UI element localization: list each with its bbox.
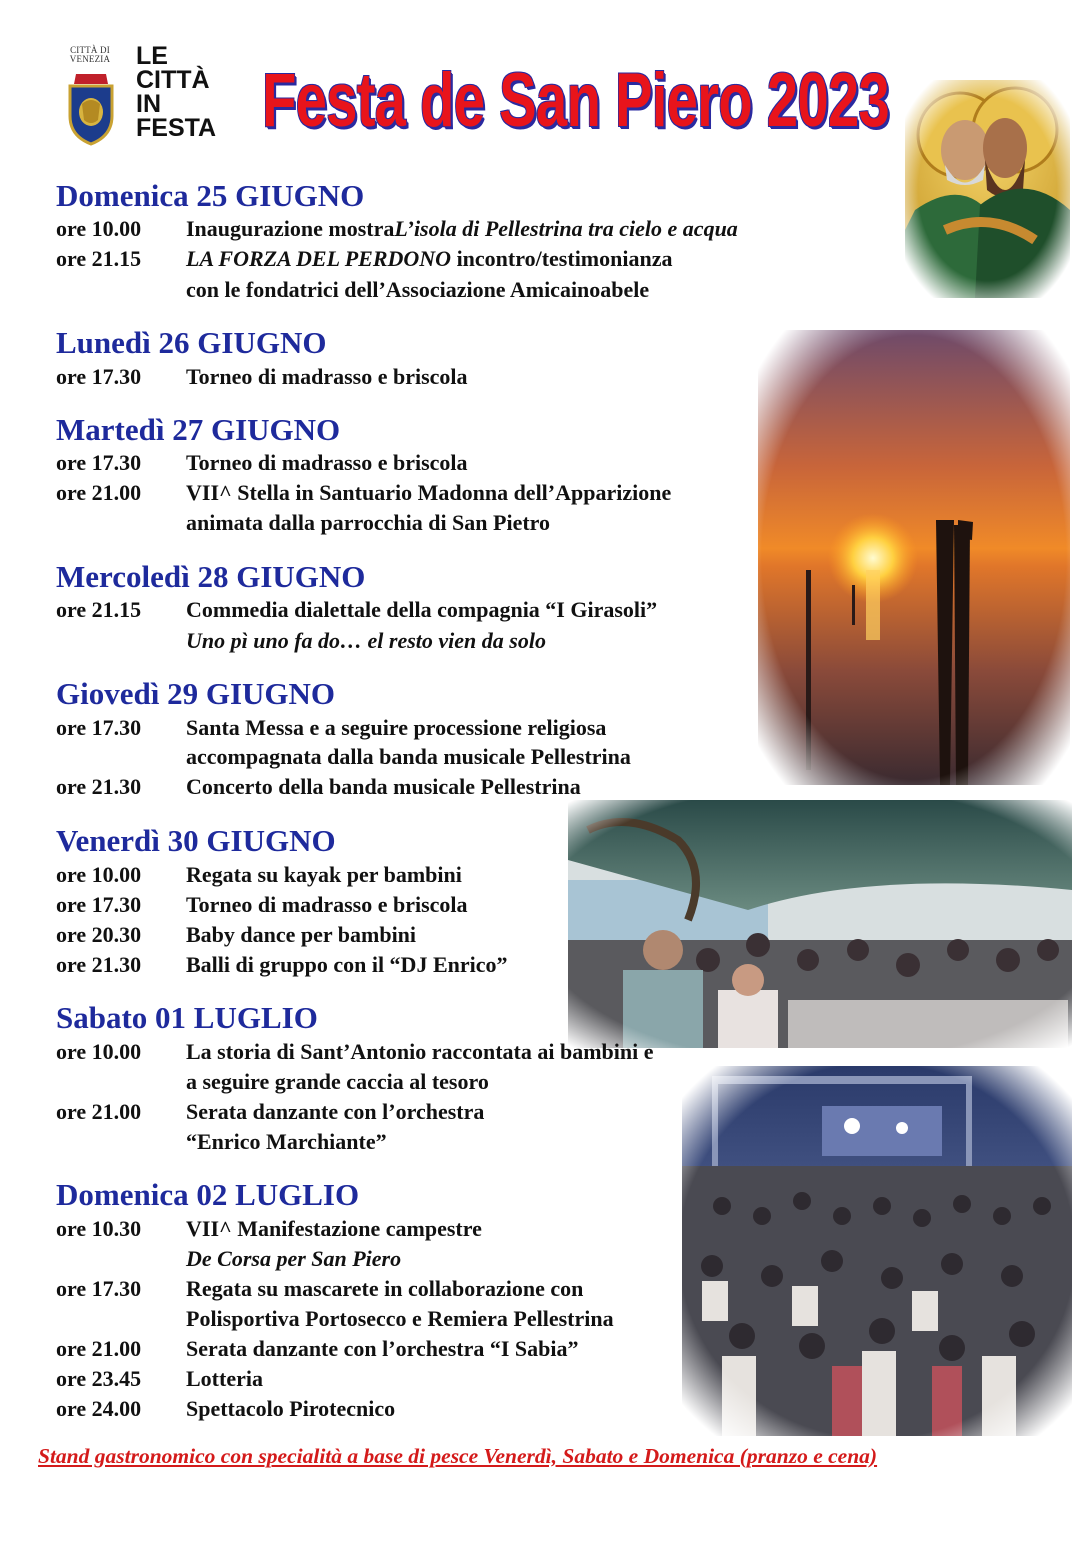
day-heading-martedi-27: Martedì 27 GIUGNO (56, 412, 341, 447)
day-heading-lunedi-26: Lunedì 26 GIUGNO (56, 325, 327, 360)
event-row (56, 450, 468, 476)
brand-line-3: IN (136, 90, 161, 118)
event-text: VII^ Stella in Santuario Madonna dell’Apparizione (186, 480, 672, 505)
event-continuation: Polisportiva Portosecco e Remiera Pellestrina (186, 1306, 614, 1331)
lagoon-sunset-photo (758, 330, 1070, 785)
event-time: ore 17.30 (56, 364, 142, 389)
event-continuation-italic: Uno pì uno fa do… el resto vien da solo (186, 628, 546, 653)
event-row (56, 862, 462, 888)
event-time: ore 21.30 (56, 774, 142, 799)
event-time: ore 21.00 (56, 1336, 142, 1361)
event-text: Baby dance per bambini (186, 922, 417, 947)
event-row (56, 216, 738, 242)
page-title: Festa de San Piero 2023 (262, 58, 889, 143)
event-italic-title: L’isola di Pellestrina tra cielo e acqua (394, 216, 738, 241)
venezia-coat-of-arms-icon (64, 70, 118, 146)
event-time: ore 17.30 (56, 1276, 142, 1301)
event-row (56, 922, 416, 948)
event-text: Torneo di madrasso e briscola (186, 364, 468, 389)
event-row (56, 1039, 654, 1065)
event-text: Commedia dialettale della compagnia “I Girasoli” (186, 597, 658, 622)
event-row (56, 1366, 263, 1392)
event-time: ore 17.30 (56, 450, 142, 475)
event-time: ore 21.15 (56, 246, 142, 271)
event-continuation: a seguire grande caccia al tesoro (186, 1069, 489, 1094)
event-text: incontro/testimonianza (451, 246, 673, 271)
event-time: ore 10.00 (56, 216, 142, 241)
city-logo-text (62, 46, 118, 64)
city-logo-label: CITTÀ DI VENEZIA (69, 45, 111, 64)
event-text: Balli di gruppo con il “DJ Enrico” (186, 952, 508, 977)
event-text: La storia di Sant’Antonio raccontata ai bambini e (186, 1039, 654, 1064)
event-text: Serata danzante con l’orchestra “I Sabia” (186, 1336, 579, 1361)
brand-line-2: CITTÀ (136, 66, 210, 94)
day-heading-mercoledi-28: Mercoledì 28 GIUGNO (56, 559, 366, 594)
saints-peter-and-paul-icon-image (905, 80, 1070, 298)
event-time: ore 21.15 (56, 597, 142, 622)
event-continuation: accompagnata dalla banda musicale Pellestrina (186, 744, 631, 769)
event-text: Concerto della banda musicale Pellestrina (186, 774, 581, 799)
event-row (56, 597, 657, 623)
event-text: Torneo di madrasso e briscola (186, 450, 468, 475)
event-row (56, 1276, 583, 1302)
event-row (56, 774, 581, 800)
event-time: ore 20.30 (56, 922, 142, 947)
event-row (56, 1099, 484, 1125)
event-continuation: animata dalla parrocchia di San Pietro (186, 510, 551, 535)
event-text: Torneo di madrasso e briscola (186, 892, 468, 917)
event-row (56, 246, 672, 272)
day-heading-venerdi-30: Venerdì 30 GIUGNO (56, 823, 336, 858)
event-row (56, 1336, 579, 1362)
event-row (56, 480, 671, 506)
event-text: Serata danzante con l’orchestra (186, 1099, 485, 1124)
dance-floor-crowd-photo (682, 1066, 1072, 1436)
event-continuation: “Enrico Marchiante” (186, 1129, 387, 1154)
event-row (56, 1396, 395, 1422)
brand-line-1: LE (136, 42, 168, 70)
event-text: Santa Messa e a seguire processione religiosa (186, 715, 607, 740)
day-heading-sabato-01: Sabato 01 LUGLIO (56, 1000, 318, 1035)
event-italic-title: LA FORZA DEL PERDONO (186, 246, 452, 271)
event-row (56, 1216, 482, 1242)
brand-line-4: FESTA (136, 114, 217, 142)
event-text: VII^ Manifestazione campestre (186, 1216, 482, 1241)
event-text: Lotteria (186, 1366, 263, 1391)
event-time: ore 21.00 (56, 1099, 142, 1124)
event-time: ore 24.00 (56, 1396, 142, 1421)
event-time: ore 10.00 (56, 862, 142, 887)
day-heading-domenica-02: Domenica 02 LUGLIO (56, 1177, 360, 1212)
event-row (56, 892, 468, 918)
event-continuation: con le fondatrici dell’Associazione Amicainoabele (186, 277, 650, 302)
le-citta-in-festa-logo (136, 44, 216, 140)
event-time: ore 21.30 (56, 952, 142, 977)
event-row (56, 715, 606, 741)
event-text: Regata su kayak per bambini (186, 862, 462, 887)
event-text: Regata su mascarete in collaborazione con (186, 1276, 584, 1301)
event-text: Inaugurazione mostra (186, 216, 395, 241)
event-continuation-italic: De Corsa per San Piero (186, 1246, 402, 1271)
day-heading-giovedi-29: Giovedì 29 GIUGNO (56, 676, 336, 711)
food-stand-notice: Stand gastronomico con specialità a base di pesce Venerdì, Sabato e Domenica (pranzo e cena) (38, 1444, 878, 1468)
event-row (56, 952, 508, 978)
event-time: ore 17.30 (56, 892, 142, 917)
event-text: Spettacolo Pirotecnico (186, 1396, 396, 1421)
event-row (56, 364, 468, 390)
day-heading-domenica-25: Domenica 25 GIUGNO (56, 178, 365, 213)
event-time: ore 23.45 (56, 1366, 142, 1391)
event-time: ore 10.30 (56, 1216, 142, 1241)
event-time: ore 21.00 (56, 480, 142, 505)
event-time: ore 17.30 (56, 715, 142, 740)
event-time: ore 10.00 (56, 1039, 142, 1064)
festival-crowd-photo (568, 800, 1072, 1048)
